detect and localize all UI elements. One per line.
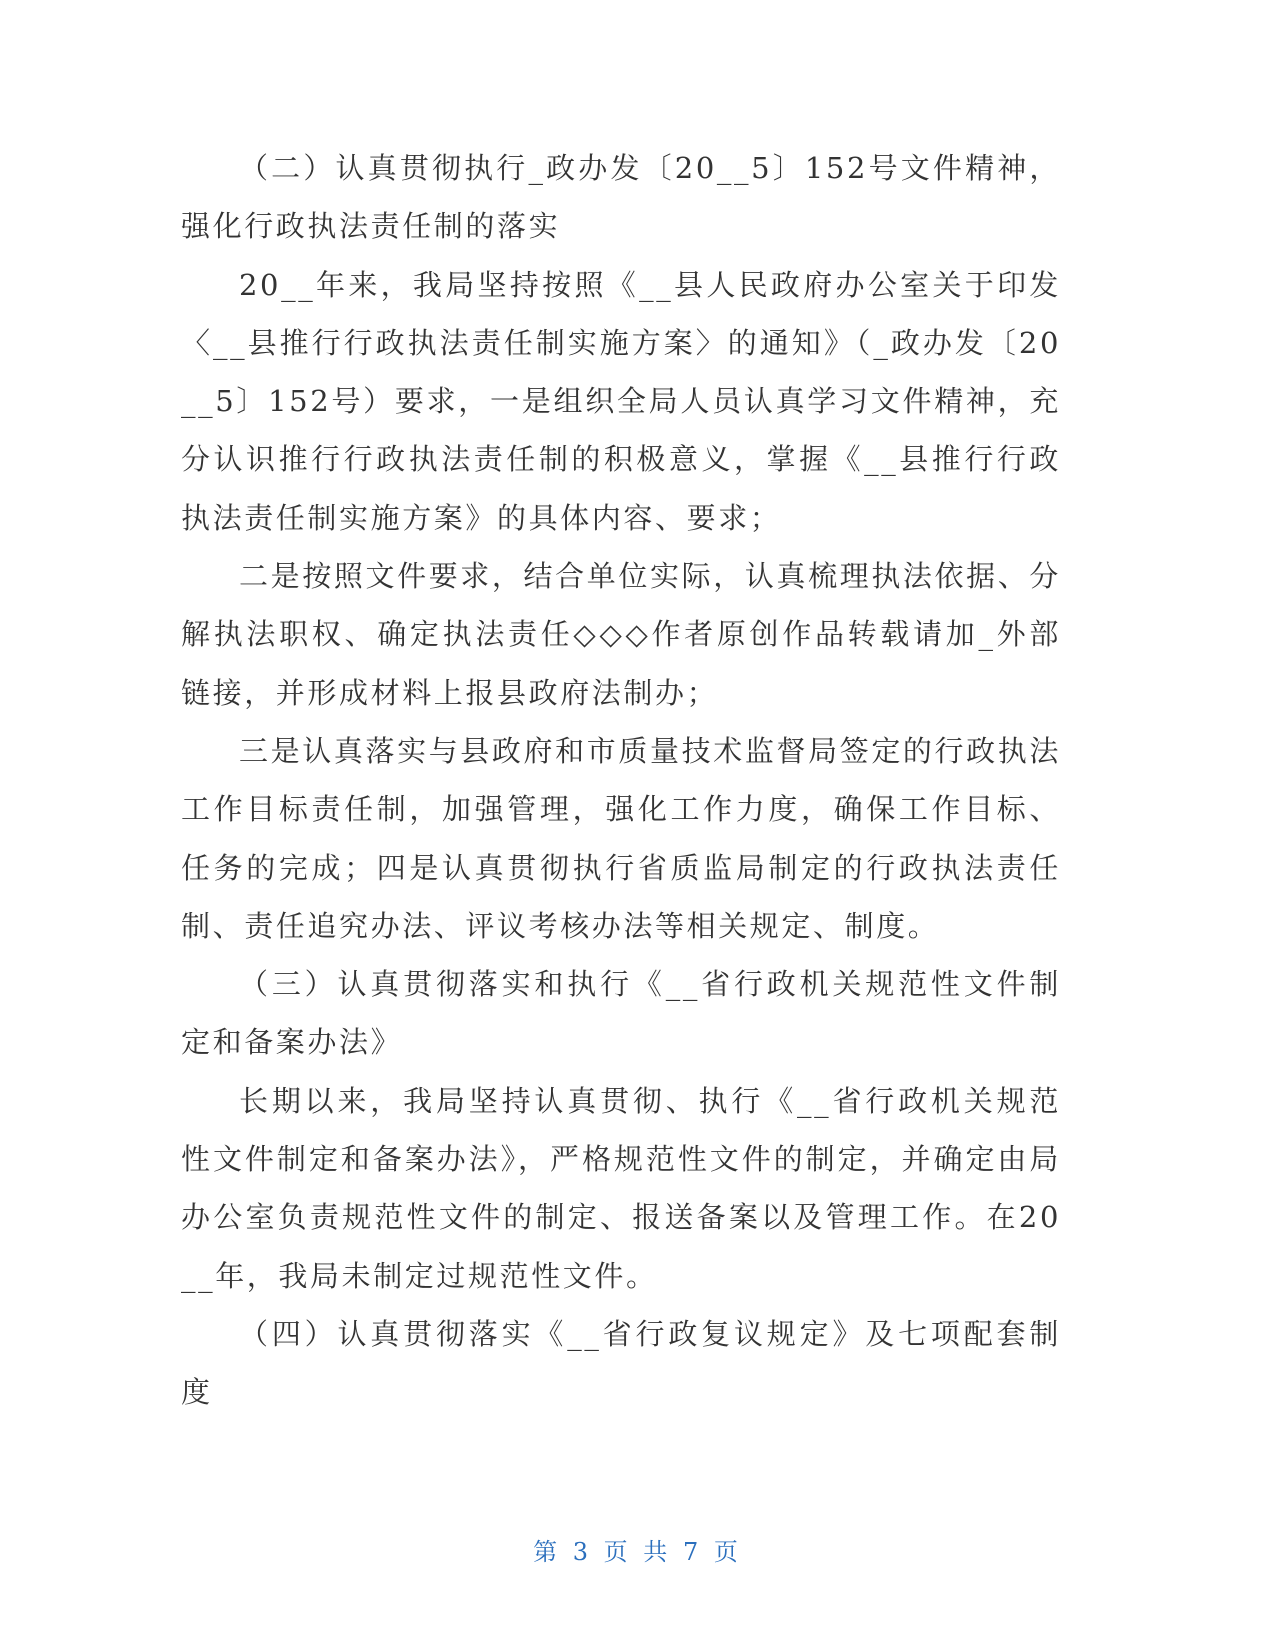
paragraph-heading-4: （四）认真贯彻落实《__省行政复议规定》及七项配套制度 — [181, 1316, 1061, 1410]
paragraph-body: 二是按照文件要求，结合单位实际，认真梳理执法依据、分解执法职权、确定执法责任◇◇◇作者原创作品转载请加_外部链接，并形成材料上报县政府法制办； — [181, 559, 1061, 710]
paragraph-heading-3: （三）认真贯彻落实和执行《__省行政机关规范性文件制定和备案办法》 — [181, 967, 1061, 1060]
paragraph-body: 三是认真落实与县政府和市质量技术监督局签定的行政执法工作目标责任制，加强管理，强化工作力度，确保工作目标、任务的完成；四是认真贯彻执行省质监局制定的行政执法责任制、责任追究办法、评议考核办法等相关规定、制度。 — [181, 733, 1061, 943]
page-current-number: 3 — [572, 1538, 593, 1566]
paragraph-heading-2: （二）认真贯彻执行_政办发〔20__5〕152号文件精神，强化行政执法责任制的落实 — [181, 151, 1061, 244]
page-total-number: 7 — [682, 1538, 703, 1566]
page-prefix: 第 — [533, 1538, 562, 1566]
page-footer — [0, 1532, 1275, 1567]
document-body — [181, 139, 1061, 1422]
page-suffix: 页 — [713, 1538, 742, 1566]
paragraph-body: 长期以来，我局坚持认真贯彻、执行《__省行政机关规范性文件制定和备案办法》，严格规范性文件的制定，并确定由局办公室负责规范性文件的制定、报送备案以及管理工作。在20__年，我局未制定过规范性文件。 — [181, 1083, 1061, 1293]
page-mid-text: 页 共 — [603, 1538, 672, 1566]
paragraph-body: 20__年来，我局坚持按照《__县人民政府办公室关于印发〈__县推行行政执法责任制实施方案〉的通知》（_政办发〔20__5〕152号）要求，一是组织全局人员认真学习文件精神，充分认识推行行政执法责任制的积极意义，掌握《__县推行行政执法责任制实施方案》的具体内容、要求； — [181, 267, 1061, 535]
